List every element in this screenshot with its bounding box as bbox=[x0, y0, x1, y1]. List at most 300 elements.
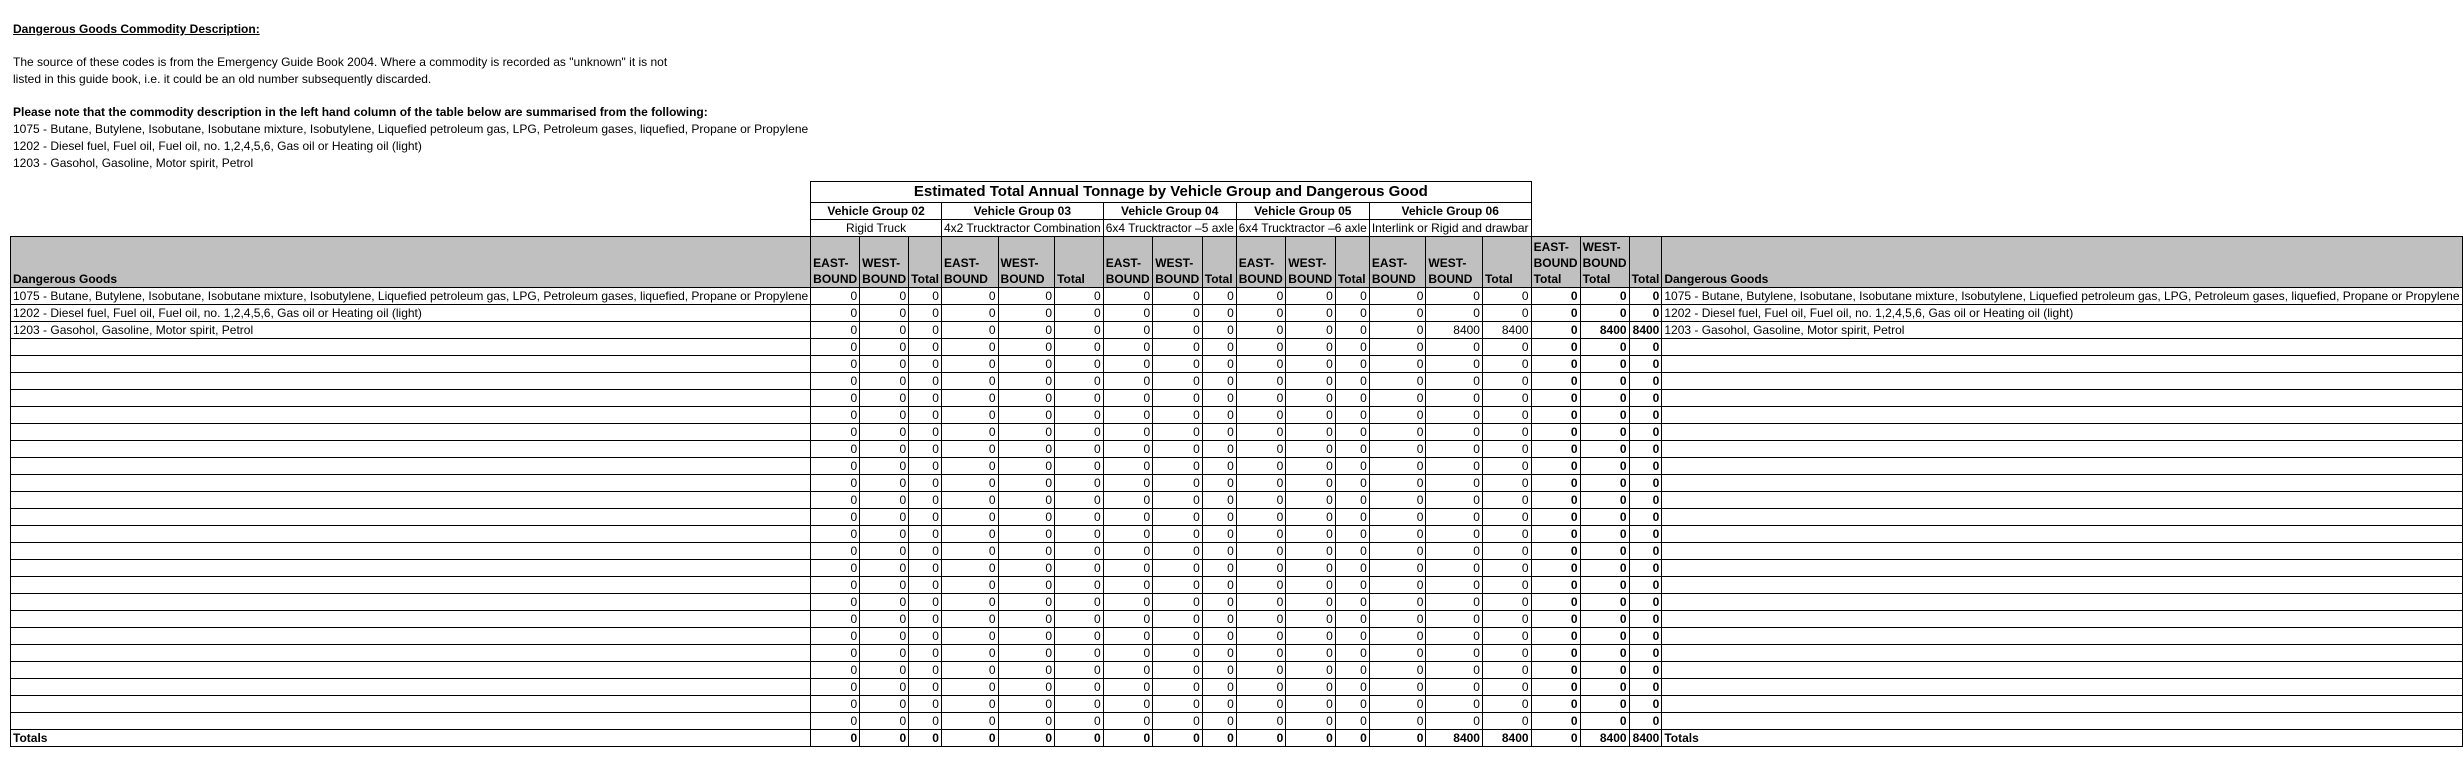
cell-value: 0 bbox=[1202, 390, 1236, 407]
cell-value: 0 bbox=[1055, 509, 1104, 526]
cell-value: 0 bbox=[1286, 628, 1336, 645]
table-row bbox=[11, 458, 2463, 475]
row-label-right bbox=[1662, 390, 2462, 407]
cell-total: 0 bbox=[1580, 407, 1629, 424]
cell-value: 0 bbox=[941, 356, 998, 373]
cell-value: 0 bbox=[998, 339, 1055, 356]
cell-total: 0 bbox=[1580, 577, 1629, 594]
cell-value: 0 bbox=[1153, 560, 1203, 577]
row-label bbox=[11, 645, 811, 662]
cell-value: 0 bbox=[1153, 356, 1203, 373]
cell-value: 0 bbox=[1103, 475, 1153, 492]
cell-total: 0 bbox=[1531, 713, 1580, 730]
cell-value: 0 bbox=[1055, 560, 1104, 577]
cell-value: 0 bbox=[1335, 356, 1369, 373]
cell-value: 0 bbox=[1286, 594, 1336, 611]
row-label-right bbox=[1662, 339, 2462, 356]
cell-value: 0 bbox=[1103, 577, 1153, 594]
cell-total: 0 bbox=[1531, 492, 1580, 509]
cell-value: 0 bbox=[909, 322, 942, 339]
cell-value: 0 bbox=[1369, 645, 1426, 662]
cell-value: 0 bbox=[1202, 577, 1236, 594]
cell-value: 0 bbox=[1055, 475, 1104, 492]
table-row bbox=[11, 662, 2463, 679]
cell-value: 0 bbox=[811, 594, 860, 611]
cell-value: 0 bbox=[998, 594, 1055, 611]
cell-value: 0 bbox=[1202, 441, 1236, 458]
cell-value: 0 bbox=[941, 458, 998, 475]
row-label bbox=[11, 509, 811, 526]
cell-value: 0 bbox=[1202, 424, 1236, 441]
cell-total: 0 bbox=[1629, 628, 1662, 645]
cell-value: 0 bbox=[860, 305, 909, 322]
cell-value: 0 bbox=[1335, 560, 1369, 577]
cell-total: 0 bbox=[1531, 543, 1580, 560]
cell-value: 0 bbox=[1236, 628, 1286, 645]
cell-total: 0 bbox=[1629, 696, 1662, 713]
row-label bbox=[11, 713, 811, 730]
cell-value: 0 bbox=[1286, 611, 1336, 628]
cell-value: 0 bbox=[1335, 611, 1369, 628]
cell-value: 0 bbox=[1202, 645, 1236, 662]
cell-value: 0 bbox=[909, 390, 942, 407]
cell-value: 0 bbox=[1055, 305, 1104, 322]
cell-value: 0 bbox=[1103, 305, 1153, 322]
cell-value: 0 bbox=[1426, 356, 1483, 373]
cell-value: 0 bbox=[1482, 407, 1531, 424]
cell-value: 0 bbox=[1335, 458, 1369, 475]
row-label: Totals bbox=[11, 730, 811, 747]
cell-value: 0 bbox=[1202, 475, 1236, 492]
cell-value: 0 bbox=[1236, 713, 1286, 730]
cell-value: 0 bbox=[1055, 696, 1104, 713]
table-row bbox=[11, 713, 2463, 730]
cell-value: 0 bbox=[1236, 458, 1286, 475]
cell-value: 0 bbox=[1286, 730, 1336, 747]
cell-value: 0 bbox=[941, 475, 998, 492]
cell-value: 0 bbox=[941, 628, 998, 645]
cell-total: 0 bbox=[1580, 390, 1629, 407]
cell-total: 0 bbox=[1531, 645, 1580, 662]
cell-total: 0 bbox=[1580, 475, 1629, 492]
cell-value: 0 bbox=[1335, 577, 1369, 594]
cell-total: 0 bbox=[1629, 526, 1662, 543]
cell-value: 0 bbox=[1153, 696, 1203, 713]
cell-value: 0 bbox=[1202, 288, 1236, 305]
cell-value: 0 bbox=[811, 730, 860, 747]
cell-value: 0 bbox=[998, 441, 1055, 458]
cell-value: 0 bbox=[998, 424, 1055, 441]
cell-value: 0 bbox=[1369, 526, 1426, 543]
cell-value: 0 bbox=[811, 662, 860, 679]
cell-value: 0 bbox=[941, 492, 998, 509]
cell-value: 0 bbox=[1482, 560, 1531, 577]
cell-total: 0 bbox=[1531, 305, 1580, 322]
cell-value: 0 bbox=[941, 679, 998, 696]
cell-value: 0 bbox=[811, 322, 860, 339]
row-label bbox=[11, 526, 811, 543]
cell-total: 0 bbox=[1580, 560, 1629, 577]
cell-value: 0 bbox=[1202, 560, 1236, 577]
cell-value: 0 bbox=[1482, 458, 1531, 475]
cell-value: 0 bbox=[860, 526, 909, 543]
cell-total: 0 bbox=[1629, 288, 1662, 305]
header-westbound-total: WEST- BOUND Total bbox=[1580, 237, 1629, 288]
cell-value: 0 bbox=[1202, 713, 1236, 730]
cell-value: 0 bbox=[1335, 492, 1369, 509]
cell-value: 0 bbox=[998, 492, 1055, 509]
cell-value: 0 bbox=[909, 458, 942, 475]
row-label-right bbox=[1662, 492, 2462, 509]
cell-value: 0 bbox=[1369, 696, 1426, 713]
cell-value: 0 bbox=[998, 560, 1055, 577]
cell-value: 0 bbox=[1482, 305, 1531, 322]
cell-total: 0 bbox=[1629, 645, 1662, 662]
table-row bbox=[11, 679, 2463, 696]
row-label-right bbox=[1662, 662, 2462, 679]
cell-value: 0 bbox=[1236, 322, 1286, 339]
cell-value: 0 bbox=[1335, 645, 1369, 662]
header-westbound: WEST- BOUND bbox=[860, 237, 909, 288]
cell-total: 0 bbox=[1580, 458, 1629, 475]
cell-value: 0 bbox=[998, 288, 1055, 305]
cell-value: 0 bbox=[1426, 645, 1483, 662]
header-dangerous-goods-right: Dangerous Goods bbox=[1662, 237, 2462, 288]
cell-value: 0 bbox=[1153, 424, 1203, 441]
table-row bbox=[11, 305, 2463, 322]
header-eastbound-total: EAST- BOUND Total bbox=[1531, 237, 1580, 288]
cell-value: 0 bbox=[1426, 662, 1483, 679]
cell-total: 0 bbox=[1531, 662, 1580, 679]
cell-value: 0 bbox=[1286, 577, 1336, 594]
cell-value: 0 bbox=[941, 390, 998, 407]
header-grand-total: Total bbox=[1629, 237, 1662, 288]
row-label-right bbox=[1662, 356, 2462, 373]
cell-value: 0 bbox=[1426, 713, 1483, 730]
cell-value: 0 bbox=[1103, 679, 1153, 696]
cell-value: 0 bbox=[1286, 543, 1336, 560]
header-total: Total bbox=[1482, 237, 1531, 288]
cell-value: 0 bbox=[1426, 492, 1483, 509]
cell-value: 0 bbox=[1286, 424, 1336, 441]
cell-value: 0 bbox=[909, 526, 942, 543]
cell-value: 0 bbox=[909, 696, 942, 713]
cell-total: 0 bbox=[1580, 305, 1629, 322]
cell-total: 0 bbox=[1531, 611, 1580, 628]
row-label-right bbox=[1662, 713, 2462, 730]
cell-value: 0 bbox=[1286, 662, 1336, 679]
cell-value: 0 bbox=[998, 679, 1055, 696]
cell-value: 0 bbox=[860, 509, 909, 526]
cell-value: 0 bbox=[998, 356, 1055, 373]
cell-value: 0 bbox=[1153, 339, 1203, 356]
cell-value: 0 bbox=[1202, 662, 1236, 679]
header-dangerous-goods: Dangerous Goods bbox=[11, 237, 811, 288]
cell-value: 0 bbox=[1153, 322, 1203, 339]
cell-total: 0 bbox=[1531, 373, 1580, 390]
cell-total: 0 bbox=[1580, 492, 1629, 509]
row-label bbox=[11, 577, 811, 594]
cell-total: 0 bbox=[1629, 611, 1662, 628]
cell-value: 0 bbox=[860, 594, 909, 611]
cell-value: 0 bbox=[909, 577, 942, 594]
cell-value: 0 bbox=[1369, 730, 1426, 747]
header-total: Total bbox=[1202, 237, 1236, 288]
cell-value: 0 bbox=[909, 560, 942, 577]
cell-value: 0 bbox=[860, 288, 909, 305]
cell-value: 0 bbox=[1202, 628, 1236, 645]
cell-total: 0 bbox=[1629, 679, 1662, 696]
header-westbound: WEST- BOUND bbox=[1426, 237, 1483, 288]
table-row bbox=[11, 611, 2463, 628]
cell-value: 0 bbox=[1236, 679, 1286, 696]
row-label bbox=[11, 543, 811, 560]
cell-value: 0 bbox=[1055, 322, 1104, 339]
cell-value: 0 bbox=[1055, 628, 1104, 645]
vehicle-group-name: Vehicle Group 03 bbox=[941, 203, 1103, 220]
table-row bbox=[11, 322, 2463, 339]
cell-value: 0 bbox=[1286, 526, 1336, 543]
cell-value: 0 bbox=[1202, 305, 1236, 322]
cell-value: 0 bbox=[1426, 441, 1483, 458]
cell-value: 0 bbox=[1426, 407, 1483, 424]
intro-section bbox=[13, 21, 1113, 172]
cell-value: 0 bbox=[1286, 509, 1336, 526]
cell-value: 0 bbox=[1335, 509, 1369, 526]
header-westbound: WEST- BOUND bbox=[1286, 237, 1336, 288]
cell-value: 8400 bbox=[1426, 730, 1483, 747]
table-row bbox=[11, 526, 2463, 543]
cell-value: 0 bbox=[1103, 611, 1153, 628]
row-label-right bbox=[1662, 577, 2462, 594]
row-label-right bbox=[1662, 441, 2462, 458]
row-label bbox=[11, 679, 811, 696]
cell-value: 0 bbox=[1153, 594, 1203, 611]
cell-value: 0 bbox=[941, 526, 998, 543]
cell-value: 0 bbox=[998, 611, 1055, 628]
cell-value: 0 bbox=[860, 543, 909, 560]
cell-value: 0 bbox=[1482, 339, 1531, 356]
cell-value: 0 bbox=[998, 322, 1055, 339]
cell-total: 0 bbox=[1580, 424, 1629, 441]
cell-value: 0 bbox=[998, 458, 1055, 475]
cell-value: 0 bbox=[1482, 526, 1531, 543]
cell-value: 0 bbox=[1153, 662, 1203, 679]
cell-value: 0 bbox=[998, 645, 1055, 662]
cell-value: 0 bbox=[811, 407, 860, 424]
cell-value: 0 bbox=[811, 288, 860, 305]
cell-total: 0 bbox=[1580, 288, 1629, 305]
cell-value: 0 bbox=[1369, 373, 1426, 390]
cell-total: 0 bbox=[1629, 305, 1662, 322]
cell-value: 0 bbox=[1153, 645, 1203, 662]
cell-value: 0 bbox=[1236, 645, 1286, 662]
cell-value: 0 bbox=[1103, 356, 1153, 373]
cell-total: 0 bbox=[1531, 526, 1580, 543]
cell-value: 0 bbox=[1055, 713, 1104, 730]
vehicle-group-desc: Interlink or Rigid and drawbar bbox=[1369, 220, 1531, 237]
cell-value: 0 bbox=[860, 679, 909, 696]
cell-value: 0 bbox=[909, 356, 942, 373]
cell-total: 0 bbox=[1531, 679, 1580, 696]
cell-value: 8400 bbox=[1482, 730, 1531, 747]
cell-value: 0 bbox=[909, 645, 942, 662]
cell-value: 0 bbox=[1286, 407, 1336, 424]
column-header-row bbox=[11, 237, 2463, 288]
table-row bbox=[11, 509, 2463, 526]
cell-value: 0 bbox=[1335, 696, 1369, 713]
cell-value: 8400 bbox=[1482, 322, 1531, 339]
cell-value: 0 bbox=[1335, 305, 1369, 322]
table-row bbox=[11, 628, 2463, 645]
cell-value: 0 bbox=[1335, 441, 1369, 458]
cell-value: 0 bbox=[1426, 679, 1483, 696]
cell-value: 0 bbox=[1286, 288, 1336, 305]
cell-value: 0 bbox=[1103, 390, 1153, 407]
header-total: Total bbox=[1335, 237, 1369, 288]
cell-value: 0 bbox=[1426, 594, 1483, 611]
cell-total: 0 bbox=[1531, 577, 1580, 594]
cell-value: 0 bbox=[941, 543, 998, 560]
header-eastbound: EAST- BOUND bbox=[811, 237, 860, 288]
cell-total: 0 bbox=[1580, 679, 1629, 696]
row-label bbox=[11, 458, 811, 475]
cell-total: 0 bbox=[1531, 458, 1580, 475]
cell-value: 0 bbox=[1202, 322, 1236, 339]
cell-value: 0 bbox=[811, 509, 860, 526]
cell-value: 0 bbox=[1236, 339, 1286, 356]
cell-value: 0 bbox=[860, 628, 909, 645]
cell-total: 0 bbox=[1580, 441, 1629, 458]
row-label: 1203 - Gasohol, Gasoline, Motor spirit, Petrol bbox=[11, 322, 811, 339]
cell-value: 0 bbox=[1236, 560, 1286, 577]
cell-value: 0 bbox=[1369, 628, 1426, 645]
row-label bbox=[11, 492, 811, 509]
cell-value: 0 bbox=[1426, 628, 1483, 645]
code-line-1203: 1203 - Gasohol, Gasoline, Motor spirit, Petrol bbox=[13, 156, 254, 170]
cell-value: 0 bbox=[941, 560, 998, 577]
cell-value: 0 bbox=[941, 407, 998, 424]
vehicle-group-row bbox=[11, 203, 2463, 220]
cell-value: 0 bbox=[1055, 526, 1104, 543]
table-row bbox=[11, 288, 2463, 305]
row-label-right bbox=[1662, 679, 2462, 696]
cell-value: 0 bbox=[1335, 526, 1369, 543]
row-label bbox=[11, 662, 811, 679]
cell-total: 0 bbox=[1580, 526, 1629, 543]
cell-total: 0 bbox=[1629, 373, 1662, 390]
cell-value: 0 bbox=[811, 305, 860, 322]
code-line-1202: 1202 - Diesel fuel, Fuel oil, Fuel oil, no. 1,2,4,5,6, Gas oil or Heating oil (light) bbox=[13, 139, 422, 153]
cell-value: 0 bbox=[941, 594, 998, 611]
row-label-right: 1203 - Gasohol, Gasoline, Motor spirit, Petrol bbox=[1662, 322, 2462, 339]
cell-value: 0 bbox=[1482, 645, 1531, 662]
cell-total: 0 bbox=[1531, 407, 1580, 424]
cell-value: 0 bbox=[1236, 441, 1286, 458]
row-label-right bbox=[1662, 628, 2462, 645]
cell-value: 0 bbox=[1335, 594, 1369, 611]
cell-total: 0 bbox=[1531, 594, 1580, 611]
cell-value: 0 bbox=[941, 441, 998, 458]
header-eastbound: EAST- BOUND bbox=[1236, 237, 1286, 288]
row-label bbox=[11, 390, 811, 407]
cell-value: 0 bbox=[811, 713, 860, 730]
cell-value: 0 bbox=[1286, 373, 1336, 390]
cell-value: 0 bbox=[1153, 390, 1203, 407]
cell-value: 0 bbox=[909, 662, 942, 679]
cell-value: 0 bbox=[1369, 305, 1426, 322]
cell-value: 0 bbox=[1236, 424, 1286, 441]
cell-value: 0 bbox=[811, 543, 860, 560]
vehicle-group-name: Vehicle Group 02 bbox=[811, 203, 942, 220]
cell-value: 0 bbox=[1482, 713, 1531, 730]
cell-value: 0 bbox=[1055, 577, 1104, 594]
cell-value: 0 bbox=[811, 679, 860, 696]
row-label-right bbox=[1662, 458, 2462, 475]
cell-value: 0 bbox=[1482, 288, 1531, 305]
cell-value: 0 bbox=[1202, 679, 1236, 696]
cell-value: 0 bbox=[998, 628, 1055, 645]
cell-total: 0 bbox=[1629, 594, 1662, 611]
cell-value: 0 bbox=[1103, 560, 1153, 577]
cell-value: 0 bbox=[941, 730, 998, 747]
cell-value: 0 bbox=[1369, 611, 1426, 628]
cell-value: 0 bbox=[1202, 492, 1236, 509]
cell-total: 0 bbox=[1580, 628, 1629, 645]
cell-value: 0 bbox=[941, 509, 998, 526]
cell-value: 0 bbox=[1153, 577, 1203, 594]
cell-value: 0 bbox=[1202, 458, 1236, 475]
cell-value: 0 bbox=[1236, 577, 1286, 594]
cell-value: 0 bbox=[1103, 424, 1153, 441]
vehicle-group-desc: 6x4 Trucktractor –5 axle bbox=[1103, 220, 1236, 237]
header-eastbound: EAST- BOUND bbox=[1103, 237, 1153, 288]
cell-value: 0 bbox=[1153, 543, 1203, 560]
cell-total: 0 bbox=[1531, 339, 1580, 356]
cell-value: 0 bbox=[1055, 645, 1104, 662]
cell-value: 0 bbox=[860, 492, 909, 509]
cell-total: 0 bbox=[1580, 594, 1629, 611]
table-row bbox=[11, 696, 2463, 713]
cell-value: 0 bbox=[1286, 322, 1336, 339]
cell-value: 0 bbox=[1236, 390, 1286, 407]
header-westbound: WEST- BOUND bbox=[1153, 237, 1203, 288]
cell-value: 0 bbox=[1236, 373, 1286, 390]
cell-value: 0 bbox=[1103, 509, 1153, 526]
row-label bbox=[11, 611, 811, 628]
cell-value: 0 bbox=[1236, 509, 1286, 526]
cell-value: 0 bbox=[1482, 356, 1531, 373]
table-row bbox=[11, 577, 2463, 594]
cell-value: 0 bbox=[909, 407, 942, 424]
cell-value: 0 bbox=[1236, 730, 1286, 747]
cell-value: 0 bbox=[998, 390, 1055, 407]
cell-value: 0 bbox=[860, 458, 909, 475]
row-label-right: 1075 - Butane, Butylene, Isobutane, Isobutane mixture, Isobutylene, Liquefied petroleum gas, LPG, Petroleum gases, liquefied, Propane or Propylene bbox=[1662, 288, 2462, 305]
cell-total: 0 bbox=[1629, 356, 1662, 373]
cell-value: 0 bbox=[1426, 696, 1483, 713]
cell-value: 0 bbox=[1286, 475, 1336, 492]
row-label bbox=[11, 696, 811, 713]
cell-value: 0 bbox=[1103, 492, 1153, 509]
cell-value: 0 bbox=[1369, 560, 1426, 577]
source-line-1: The source of these codes is from the Emergency Guide Book 2004. Where a commodity is recorded as "unknown" it is not bbox=[13, 55, 668, 69]
header-eastbound: EAST- BOUND bbox=[941, 237, 998, 288]
cell-value: 0 bbox=[1236, 288, 1286, 305]
cell-value: 0 bbox=[1153, 407, 1203, 424]
cell-value: 0 bbox=[941, 339, 998, 356]
cell-value: 0 bbox=[1103, 373, 1153, 390]
